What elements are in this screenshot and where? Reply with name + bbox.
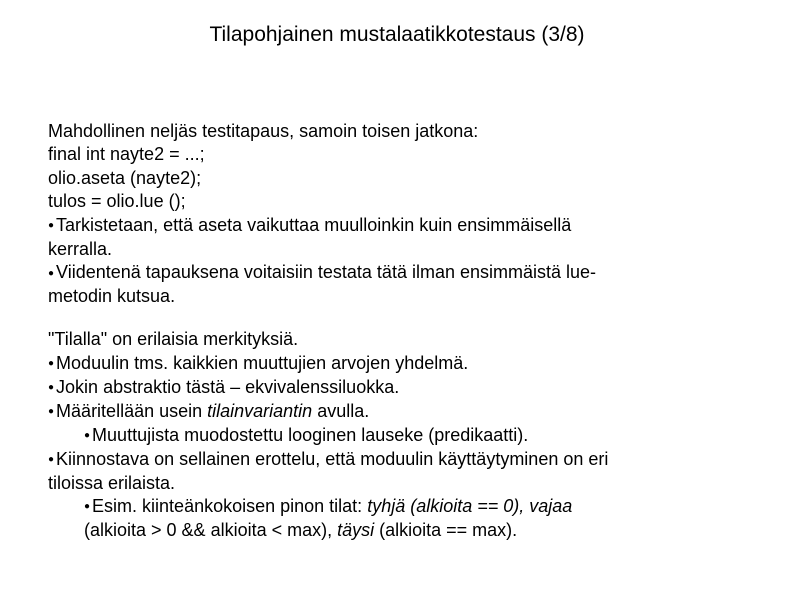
bullet-text: Muuttujista muodostettu looginen lauseke (predikaatti). bbox=[92, 424, 529, 445]
bullet-icon: ● bbox=[48, 382, 55, 394]
sub-bullet-continuation bbox=[48, 519, 748, 542]
bullet-text: Moduulin tms. kaikkien muuttujien arvojen yhdelmä. bbox=[56, 352, 469, 373]
bullet-emphasis: täysi bbox=[337, 519, 375, 540]
bullet-text: Esim. kiinteänkokoisen pinon tilat: bbox=[92, 495, 368, 516]
bullet-item bbox=[48, 400, 748, 424]
code-line: tulos = olio.lue (); bbox=[48, 191, 186, 212]
bullet-icon: ● bbox=[48, 406, 55, 418]
bullet-item bbox=[48, 376, 748, 400]
bullet-continuation: tiloissa erilaista. bbox=[48, 472, 176, 493]
intro-line: Mahdollinen neljäs testitapaus, samoin toisen jatkona: bbox=[48, 121, 479, 141]
bullet-text: Jokin abstraktio tästä – ekvivalenssiluokka. bbox=[56, 376, 400, 397]
bullet-text: Kiinnostava on sellainen erottelu, että moduulin käyttäytyminen on eri bbox=[56, 448, 609, 469]
slide-body bbox=[48, 120, 748, 542]
paragraph-gap bbox=[48, 308, 748, 328]
bullet-icon: ● bbox=[48, 220, 55, 232]
bullet-text: Määritellään usein bbox=[56, 400, 208, 421]
bullet-continuation: metodin kutsua. bbox=[48, 285, 176, 306]
slide-title: Tilapohjainen mustalaatikkotestaus (3/8) bbox=[209, 23, 585, 46]
code-line: olio.aseta (nayte2); bbox=[48, 167, 202, 188]
bullet-item bbox=[48, 214, 748, 238]
sub-bullet-item bbox=[48, 495, 748, 519]
bullet-icon: ● bbox=[48, 454, 55, 466]
intro-line: "Tilalla" on erilaisia merkityksiä. bbox=[48, 329, 299, 350]
bullet-item bbox=[48, 352, 748, 376]
bullet-emphasis: tilainvariantin bbox=[207, 400, 313, 421]
bullet-icon: ● bbox=[84, 501, 91, 513]
bullet-text: (alkioita > 0 && alkioita < max), bbox=[84, 519, 338, 540]
bullet-icon: ● bbox=[48, 358, 55, 370]
sub-bullet-item bbox=[48, 424, 748, 448]
bullet-text: Tarkistetaan, että aseta vaikuttaa muulloinkin kuin ensimmäisellä bbox=[56, 214, 572, 235]
bullet-item bbox=[48, 261, 748, 285]
bullet-text: (alkioita == max). bbox=[374, 519, 518, 540]
bullet-emphasis: tyhjä (alkioita == 0), vajaa bbox=[367, 495, 573, 516]
code-line: final int nayte2 = ...; bbox=[48, 144, 205, 165]
bullet-continuation: kerralla. bbox=[48, 238, 113, 259]
bullet-item bbox=[48, 448, 748, 472]
bullet-text: avulla. bbox=[312, 400, 370, 421]
bullet-icon: ● bbox=[48, 267, 55, 279]
bullet-text: Viidentenä tapauksena voitaisiin testata tätä ilman ensimmäistä lue- bbox=[56, 261, 597, 282]
bullet-icon: ● bbox=[84, 430, 91, 442]
